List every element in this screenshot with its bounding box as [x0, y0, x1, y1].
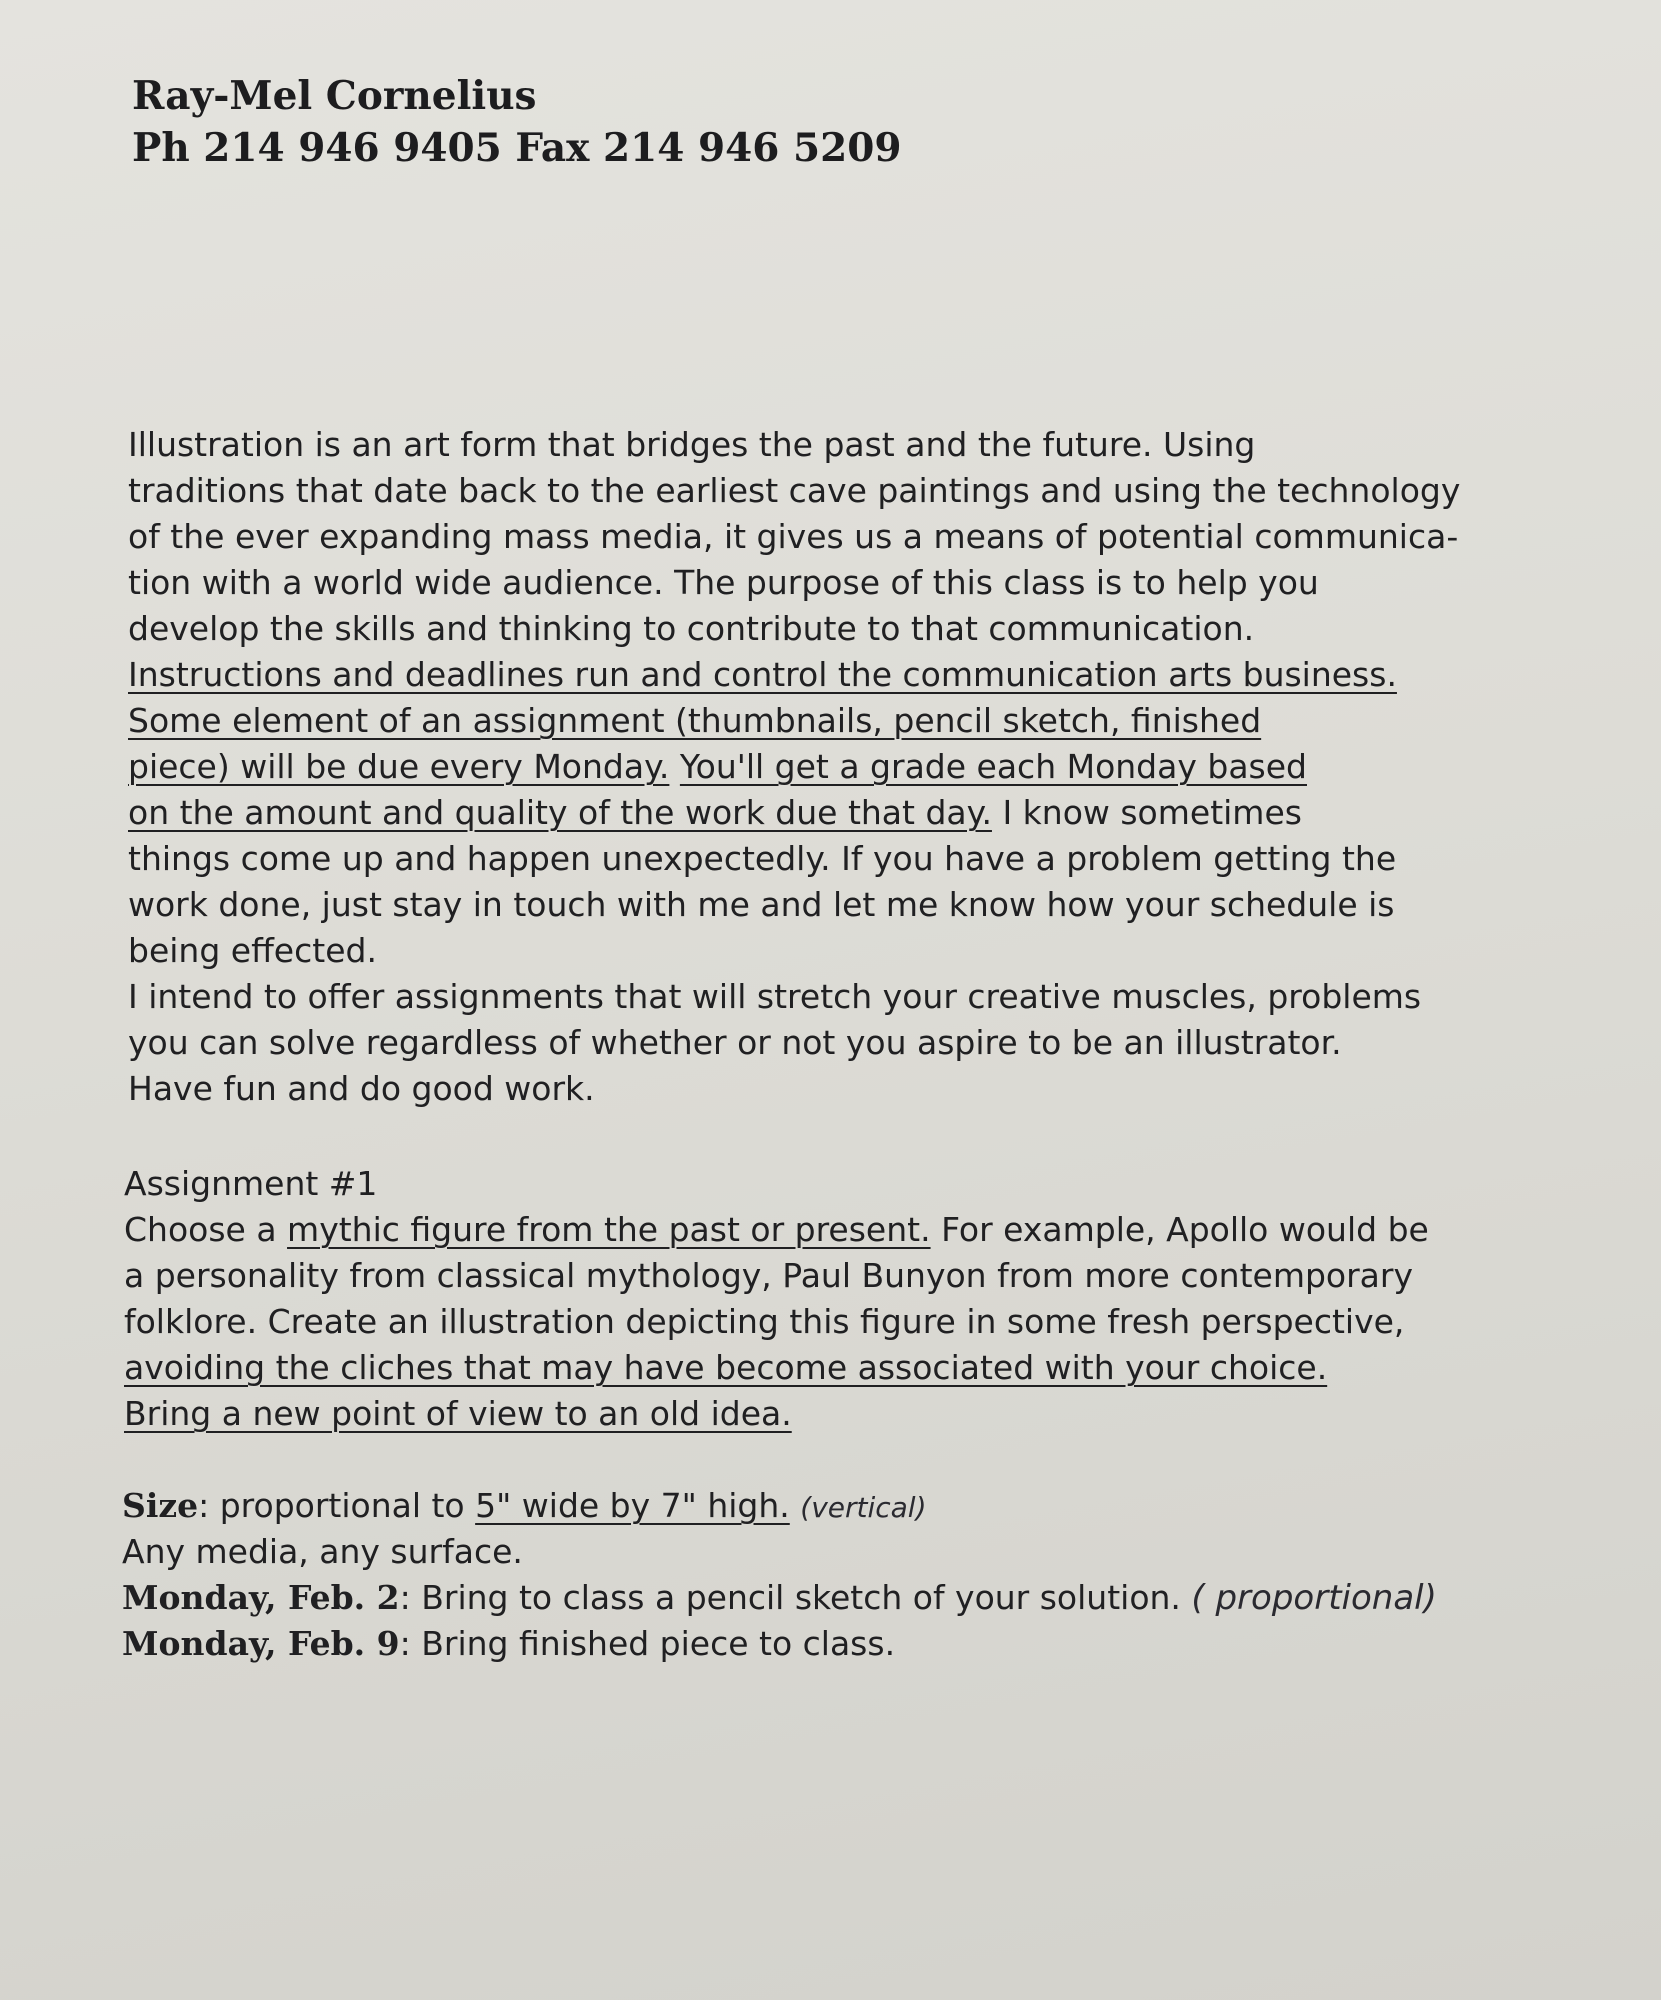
- deadline-line: [122, 1624, 895, 1664]
- text-line: [128, 793, 1302, 833]
- text-line: being effected.: [128, 931, 377, 970]
- deadline-text: : Bring finished piece to class.: [399, 1624, 896, 1663]
- size-line: [122, 1486, 927, 1528]
- size-label: Size: [122, 1486, 199, 1525]
- text-line: of the ever expanding mass media, it gives us a means of potential communica-: [128, 517, 1459, 556]
- text-line: work done, just stay in touch with me and let me know how your schedule is: [128, 885, 1395, 924]
- text-fragment: Choose a: [124, 1210, 288, 1249]
- media-line: Any media, any surface.: [122, 1532, 523, 1571]
- text-fragment: For example, Apollo would be: [930, 1210, 1429, 1249]
- handwritten-note: ( proportional): [1191, 1578, 1437, 1618]
- author-name: Ray-Mel Cornelius: [132, 73, 537, 119]
- deadline-text: : Bring to class a pencil sketch of your solution.: [399, 1578, 1192, 1617]
- underlined-line: Bring a new point of view to an old idea.: [124, 1394, 792, 1433]
- text-line: Illustration is an art form that bridges the past and the future. Using: [128, 425, 1256, 464]
- text-line: I intend to offer assignments that will stretch your creative muscles, problems: [128, 977, 1422, 1016]
- underlined-phrase: piece) will be due every Monday.: [128, 747, 670, 786]
- underlined-phrase: 5" wide by 7" high.: [475, 1486, 790, 1525]
- underlined-line: Instructions and deadlines run and control the communication arts business.: [128, 655, 1397, 694]
- text-line: [128, 747, 1307, 787]
- deadline-date: Monday, Feb. 9: [122, 1624, 400, 1663]
- text-line: things come up and happen unexpectedly. If you have a problem getting the: [128, 839, 1397, 878]
- underlined-line: avoiding the cliches that may have become associated with your choice.: [124, 1348, 1328, 1387]
- contact-numbers: Ph 214 946 9405 Fax 214 946 5209: [132, 125, 902, 171]
- deadline-date: Monday, Feb. 2: [122, 1578, 400, 1617]
- text-fragment: : proportional to: [198, 1486, 476, 1525]
- underlined-phrase: mythic figure from the past or present.: [287, 1210, 931, 1249]
- underlined-phrase: on the amount and quality of the work due that day.: [128, 793, 992, 832]
- text-line: Have fun and do good work.: [128, 1069, 595, 1108]
- underlined-line: Some element of an assignment (thumbnails, pencil sketch, finished: [128, 701, 1262, 740]
- text-line: traditions that date back to the earliest cave paintings and using the technology: [128, 471, 1461, 510]
- text-line: a personality from classical mythology, Paul Bunyon from more contemporary: [124, 1256, 1413, 1295]
- text-line: you can solve regardless of whether or not you aspire to be an illustrator.: [128, 1023, 1342, 1062]
- text-line: folklore. Create an illustration depicting this figure in some fresh perspective,: [124, 1302, 1405, 1341]
- letterhead: [132, 70, 902, 174]
- text-line: [124, 1210, 1429, 1250]
- handwritten-note: (vertical): [800, 1491, 927, 1524]
- deadline-line: [122, 1578, 1437, 1618]
- underlined-phrase: You'll get a grade each Monday based: [679, 747, 1307, 786]
- text-line: tion with a world wide audience. The purpose of this class is to help you: [128, 563, 1319, 602]
- assignment-heading: Assignment #1: [124, 1164, 378, 1203]
- text-fragment: I know sometimes: [991, 793, 1302, 832]
- text-line: develop the skills and thinking to contribute to that communication.: [128, 609, 1255, 648]
